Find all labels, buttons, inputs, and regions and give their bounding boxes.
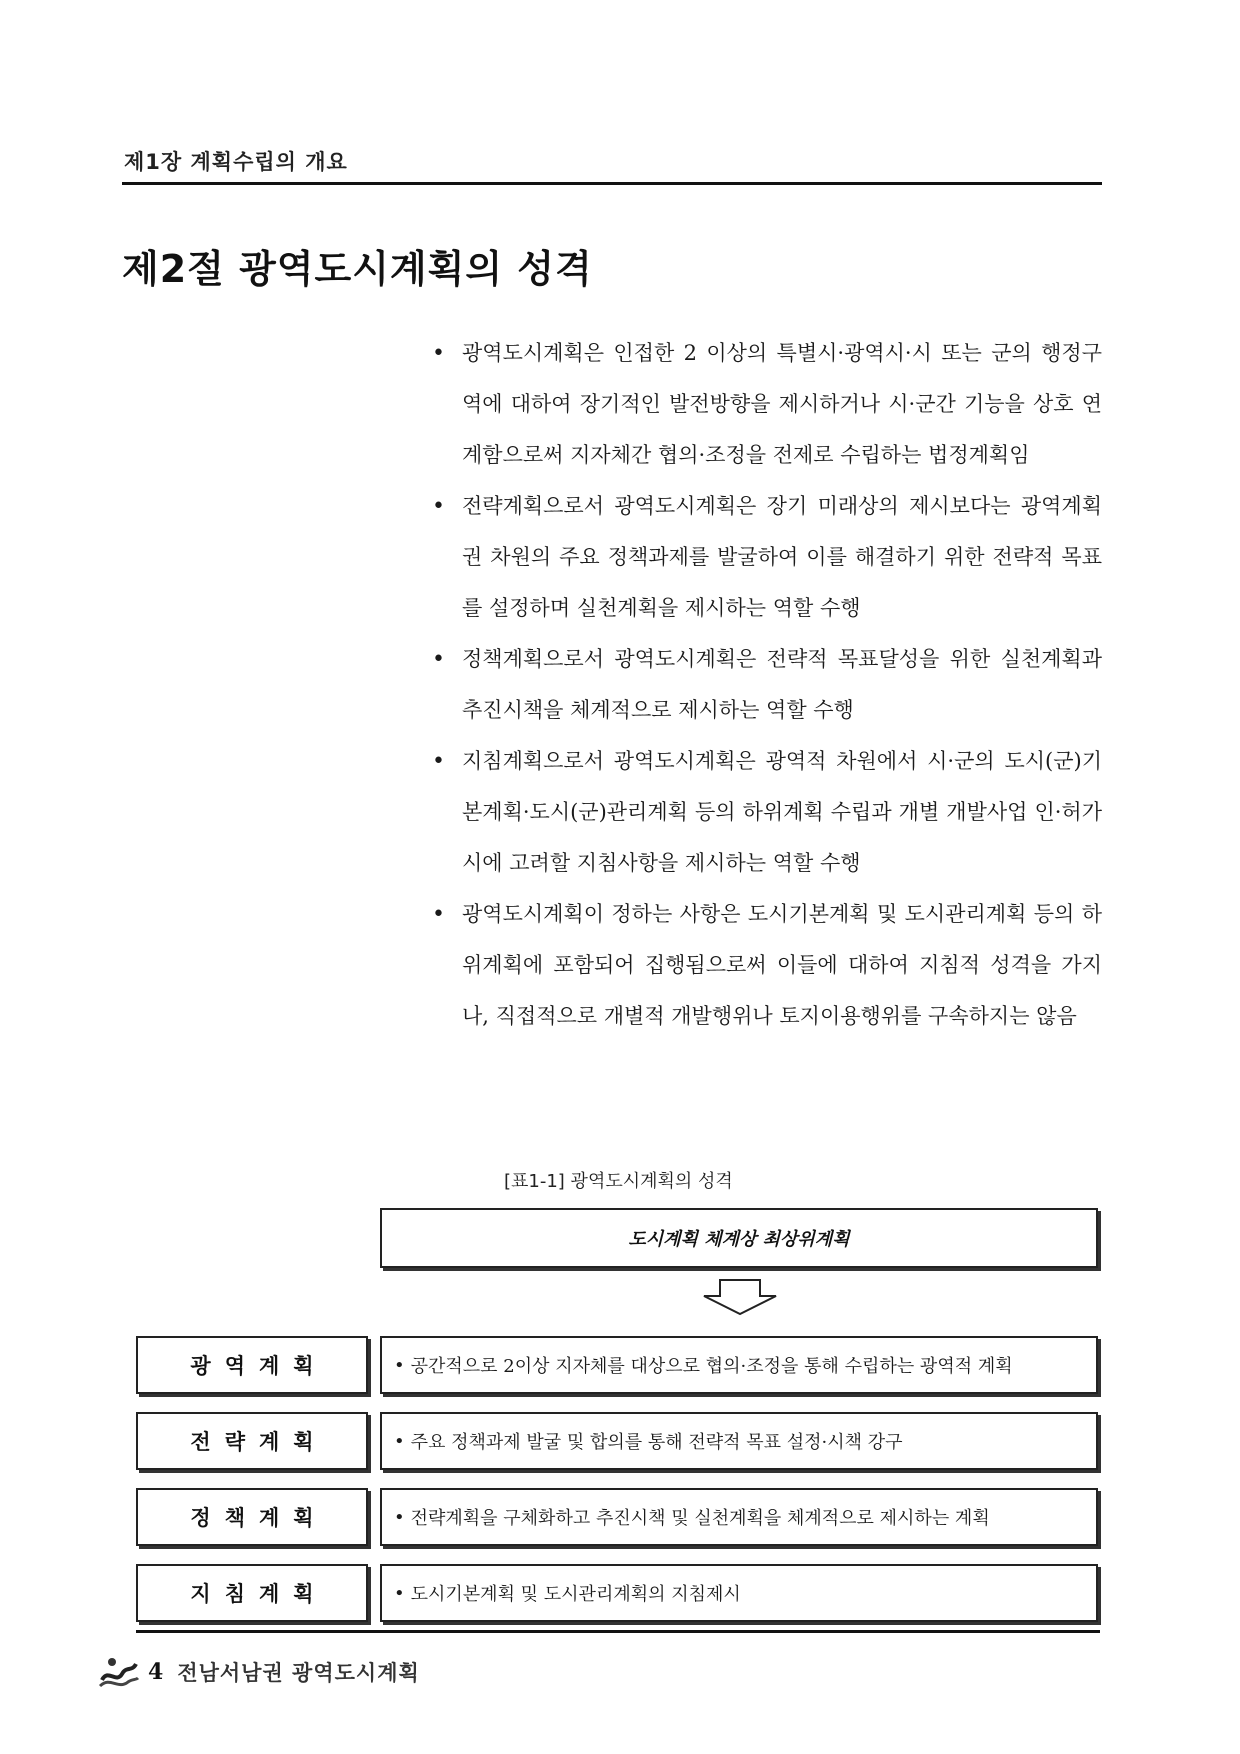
chapter-header	[122, 146, 1102, 185]
bullet-icon: •	[432, 902, 445, 927]
bullet-icon: •	[394, 1354, 405, 1376]
row-label: 광역계획	[136, 1336, 368, 1394]
table-row	[136, 1488, 1100, 1546]
list-item	[432, 634, 1102, 736]
table-row	[136, 1564, 1100, 1622]
region-logo-icon	[98, 1654, 140, 1690]
list-item	[432, 481, 1102, 634]
footer-rule	[136, 1630, 1100, 1633]
row-description-text: 주요 정책과제 발굴 및 합의를 통해 전략적 목표 설정·시책 강구	[410, 1432, 903, 1453]
bullet-text: 광역도시계획은 인접한 2 이상의 특별시·광역시·시 또는 군의 행정구역에 대하여 장기적인 발전방향을 제시하거나 시·군간 기능을 상호 연계함으로써 지자체간 협의·조정을 전제로 수립하는 법정계획임	[462, 341, 1102, 467]
row-description	[380, 1412, 1098, 1470]
page-number: 4	[148, 1659, 164, 1685]
list-item	[432, 736, 1102, 889]
bullet-icon: •	[394, 1430, 405, 1452]
row-description	[380, 1564, 1098, 1622]
footer-title: 전남서남권 광역도시계획	[177, 1661, 420, 1685]
table-top-box: 도시계획 체계상 최상위계획	[380, 1208, 1098, 1268]
chapter-label: 제1장 계획수립의 개요	[124, 150, 348, 174]
bullet-text: 광역도시계획이 정하는 사항은 도시기본계획 및 도시관리계획 등의 하위계획에 포함되어 집행됨으로써 이들에 대하여 지침적 성격을 가지나, 직접적으로 개별적 개발행위나 토지이용행위를 구속하지는 않음	[462, 902, 1102, 1028]
list-item	[432, 328, 1102, 481]
row-description	[380, 1488, 1098, 1546]
section-title: 제2절 광역도시계획의 성격	[122, 247, 593, 291]
table-caption: [표1-1] 광역도시계획의 성격	[504, 1171, 733, 1192]
bullet-icon: •	[394, 1506, 405, 1528]
bullet-icon: •	[394, 1582, 405, 1604]
bullet-text: 지침계획으로서 광역도시계획은 광역적 차원에서 시·군의 도시(군)기본계획·도시(군)관리계획 등의 하위계획 수립과 개별 개발사업 인·허가시에 고려할 지침사항을 제시하는 역할 수행	[462, 749, 1102, 875]
bullet-text: 정책계획으로서 광역도시계획은 전략적 목표달성을 위한 실천계획과 추진시책을 체계적으로 제시하는 역할 수행	[462, 647, 1102, 722]
bullet-icon: •	[432, 494, 445, 519]
row-description-text: 공간적으로 2이상 지자체를 대상으로 협의·조정을 통해 수립하는 광역적 계획	[410, 1356, 1013, 1377]
bullet-icon: •	[432, 749, 445, 774]
page-footer	[98, 1652, 420, 1692]
row-description-text: 도시기본계획 및 도시관리계획의 지침제시	[410, 1584, 741, 1605]
bullet-icon: •	[432, 647, 445, 672]
row-label: 지침계획	[136, 1564, 368, 1622]
row-description	[380, 1336, 1098, 1394]
table-row	[136, 1412, 1100, 1470]
bullet-list	[432, 328, 1102, 1042]
table-row	[136, 1336, 1100, 1394]
down-arrow-icon	[690, 1276, 790, 1316]
row-label: 정책계획	[136, 1488, 368, 1546]
bullet-text: 전략계획으로서 광역도시계획은 장기 미래상의 제시보다는 광역계획권 차원의 주요 정책과제를 발굴하여 이를 해결하기 위한 전략적 목표를 설정하며 실천계획을 제시하는 역할 수행	[462, 494, 1102, 620]
bullet-icon: •	[432, 341, 445, 366]
row-description-text: 전략계획을 구체화하고 추진시책 및 실천계획을 체계적으로 제시하는 계획	[410, 1508, 990, 1529]
list-item	[432, 889, 1102, 1042]
row-label: 전략계획	[136, 1412, 368, 1470]
